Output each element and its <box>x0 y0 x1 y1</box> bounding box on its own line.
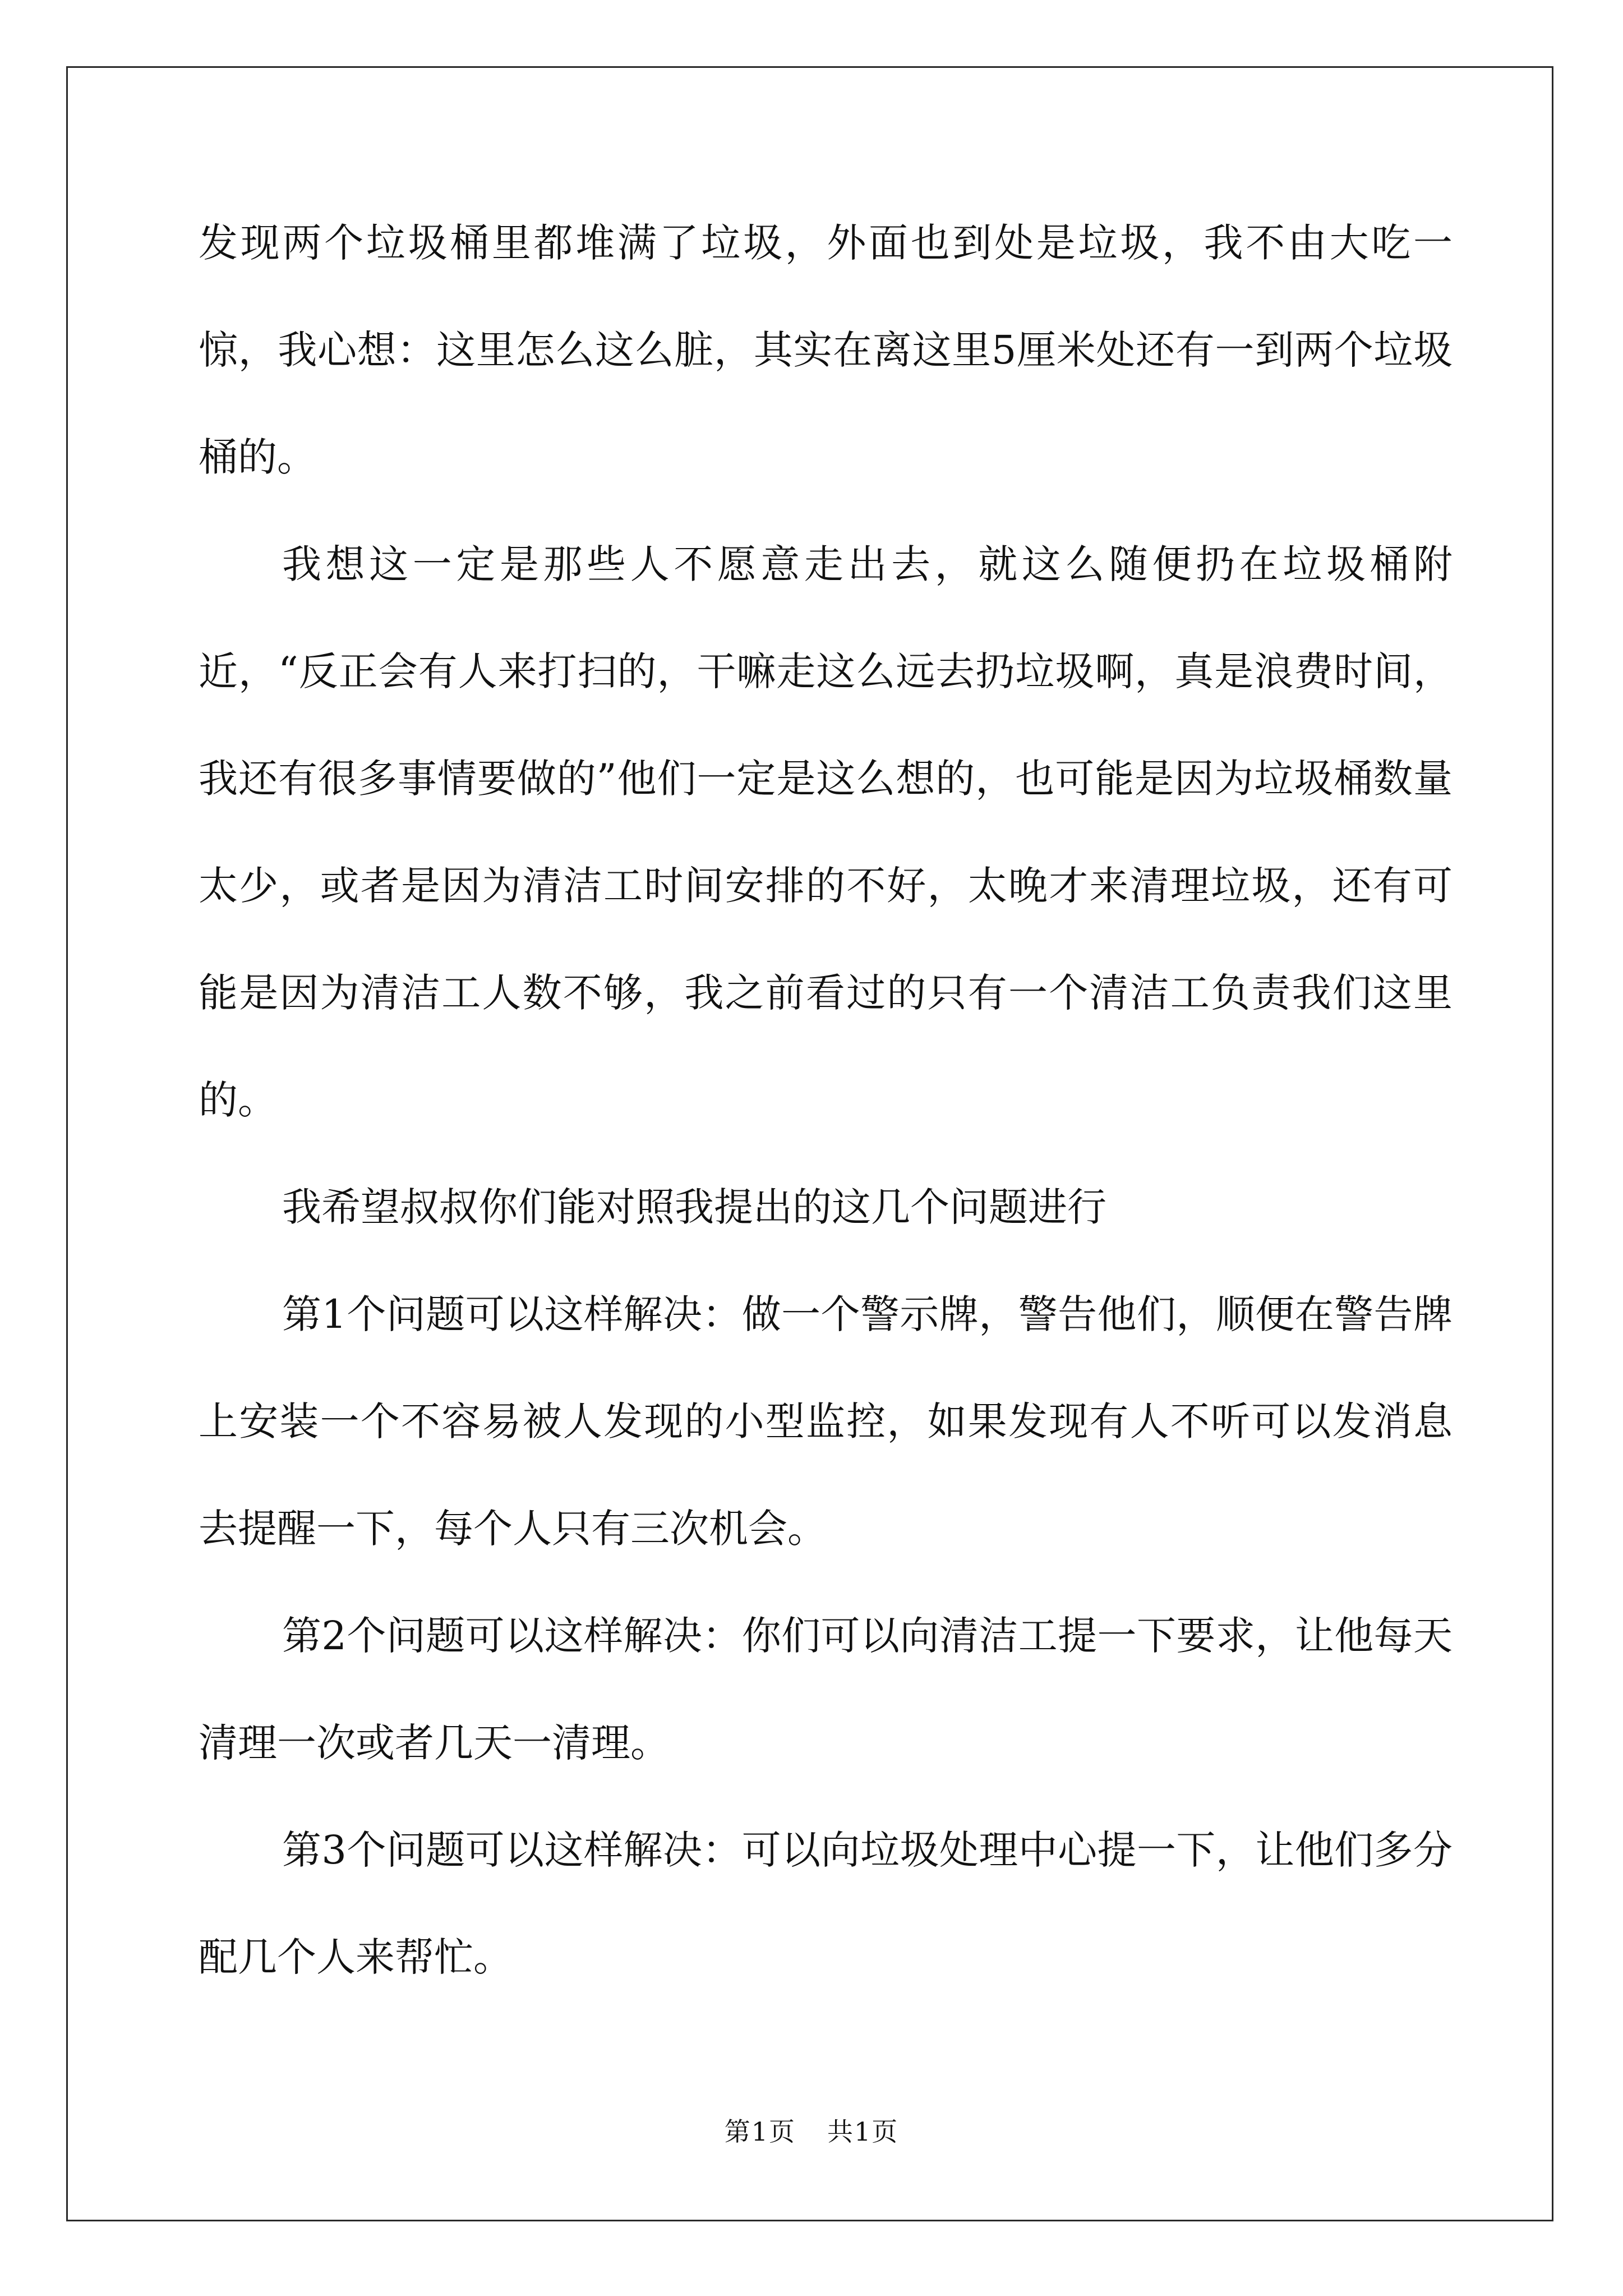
page-number: 第1页 <box>724 2116 796 2147</box>
document-body <box>199 190 1453 2011</box>
paragraph-2: 我想这一定是那些人不愿意走出去，就这么随便扔在垃圾桶附近，“反正会有人来打扫的，干嘛走这么远去扔垃圾啊，真是浪费时间，我还有很多事情要做的”他们一定是这么想的，也可能是因为垃圾桶数量太少，或者是因为清洁工时间安排的不好，太晚才来清理垃圾，还有可能是因为清洁工人数不够，我之前看过的只有一个清洁工负责我们这里的。 <box>199 541 1453 1123</box>
paragraph-1: 发现两个垃圾桶里都堆满了垃圾，外面也到处是垃圾，我不由大吃一惊，我心想：这里怎么这么脏，其实在离这里5厘米处还有一到两个垃圾桶的。 <box>199 220 1453 480</box>
paragraph-3: 我希望叔叔你们能对照我提出的这几个问题进行 <box>282 1184 1106 1230</box>
paragraph-4: 第1个问题可以这样解决：做一个警示牌，警告他们，顺便在警告牌上安装一个不容易被人发现的小型监控，如果发现有人不听可以发消息去提醒一下，每个人只有三次机会。 <box>199 1291 1453 1552</box>
page-footer <box>0 2115 1623 2148</box>
page-total: 共1页 <box>827 2116 899 2147</box>
paragraph-6: 第3个问题可以这样解决：可以向垃圾处理中心提一下，让他们多分配几个人来帮忙。 <box>199 1827 1453 1980</box>
paragraph-5: 第2个问题可以这样解决：你们可以向清洁工提一下要求，让他每天清理一次或者几天一清理。 <box>199 1613 1453 1766</box>
